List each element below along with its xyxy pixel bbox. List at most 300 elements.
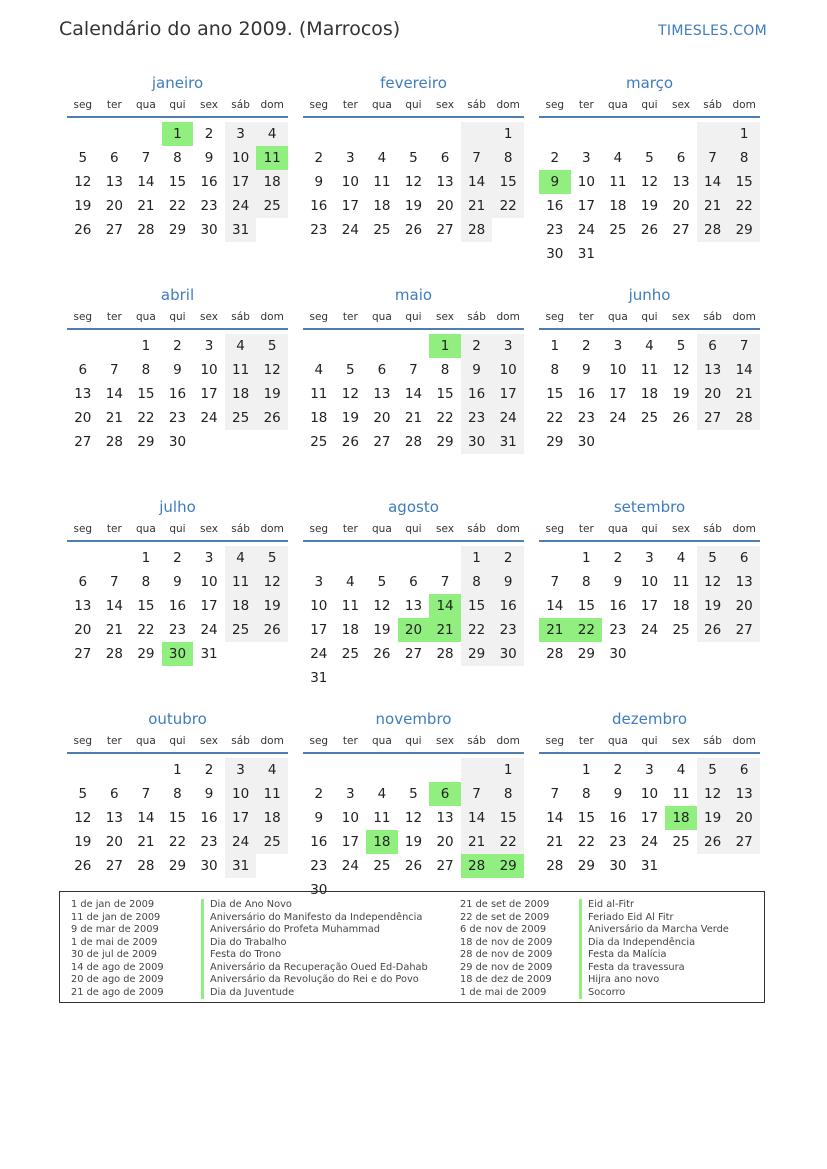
day-cell: 20 xyxy=(373,410,391,426)
weekday-label: qui xyxy=(405,735,422,747)
day-cell: 18 xyxy=(225,382,257,406)
weekday-header xyxy=(67,518,288,542)
empty-day-cell xyxy=(398,758,430,782)
day-cell: 30 xyxy=(609,646,627,662)
weekday-label: qua xyxy=(608,523,628,535)
day-cell: 7 xyxy=(461,782,493,806)
day-cell: 30 xyxy=(168,434,187,450)
weekday-label: sex xyxy=(672,735,691,747)
day-cell: 4 xyxy=(645,338,654,354)
day-cell: 7 xyxy=(550,786,560,802)
day-cell: 22 xyxy=(137,622,155,638)
day-cell: 16 xyxy=(168,386,187,402)
weekday-label: sex xyxy=(200,99,219,111)
day-cell: 8 xyxy=(173,786,182,802)
day-cell: 15 xyxy=(168,174,187,190)
days-grid xyxy=(539,758,760,878)
day-cell: 22 xyxy=(461,618,493,642)
day-cell: 16 xyxy=(492,594,524,618)
day-cell: 2 xyxy=(461,334,493,358)
weekday-label: qui xyxy=(641,735,658,747)
empty-day-cell xyxy=(99,334,131,358)
day-cell: 18 xyxy=(256,806,288,830)
day-cell: 3 xyxy=(492,334,524,358)
day-cell: 10 xyxy=(310,598,328,614)
month-junho xyxy=(539,282,760,494)
month-fevereiro xyxy=(303,70,524,282)
weekday-label: ter xyxy=(342,99,358,111)
day-cell: 29 xyxy=(577,646,595,662)
day-cell: 29 xyxy=(436,434,454,450)
day-cell: 4 xyxy=(256,758,288,782)
day-cell: 4 xyxy=(613,150,623,166)
day-cell: 19 xyxy=(672,386,690,402)
day-cell: 19 xyxy=(256,382,288,406)
day-cell: 27 xyxy=(728,618,760,642)
day-cell: 17 xyxy=(225,806,257,830)
day-cell: 14 xyxy=(728,358,760,382)
holiday-day-cell: 29 xyxy=(492,854,524,878)
day-cell: 31 xyxy=(577,246,595,262)
day-cell: 25 xyxy=(225,618,257,642)
day-cell: 23 xyxy=(609,834,627,850)
day-cell: 18 xyxy=(225,594,257,618)
day-cell: 26 xyxy=(74,858,92,874)
day-cell: 24 xyxy=(200,410,218,426)
day-cell: 3 xyxy=(582,150,591,166)
holiday-day-cell: 21 xyxy=(429,618,461,642)
day-cell: 12 xyxy=(697,782,729,806)
day-cell: 12 xyxy=(256,358,288,382)
day-cell: 16 xyxy=(546,198,564,214)
day-cell: 27 xyxy=(404,646,423,662)
weekday-label: ter xyxy=(106,735,122,747)
day-cell: 24 xyxy=(492,406,524,430)
day-cell: 6 xyxy=(377,362,387,378)
day-cell: 8 xyxy=(440,362,450,378)
legend-right-names xyxy=(579,899,729,999)
day-cell: 29 xyxy=(728,218,760,242)
legend-holiday-name: Dia de Ano Novo xyxy=(201,899,428,912)
legend-date: 21 de set de 2009 xyxy=(460,899,550,910)
day-cell: 13 xyxy=(436,174,454,190)
day-cell: 22 xyxy=(492,194,524,218)
month-name: novembro xyxy=(375,710,452,728)
day-cell: 7 xyxy=(697,146,729,170)
day-cell: 25 xyxy=(225,406,257,430)
empty-day-cell xyxy=(366,546,398,570)
day-cell: 21 xyxy=(461,830,493,854)
day-cell: 1 xyxy=(582,550,591,566)
day-cell: 9 xyxy=(314,174,324,190)
weekday-header xyxy=(67,730,288,754)
day-cell: 14 xyxy=(137,174,155,190)
day-cell: 5 xyxy=(256,546,288,570)
weekday-label: dom xyxy=(260,99,284,111)
day-cell: 13 xyxy=(404,598,423,614)
day-cell: 5 xyxy=(78,786,88,802)
days-grid xyxy=(303,334,524,454)
day-cell: 5 xyxy=(697,546,729,570)
day-cell: 20 xyxy=(436,198,454,214)
day-cell: 9 xyxy=(173,574,182,590)
day-cell: 1 xyxy=(141,338,151,354)
empty-day-cell xyxy=(303,122,335,146)
weekday-label: seg xyxy=(309,99,329,111)
day-cell: 3 xyxy=(645,762,654,778)
weekday-label: sex xyxy=(436,99,455,111)
legend-date: 28 de nov de 2009 xyxy=(460,949,553,960)
day-cell: 8 xyxy=(492,782,524,806)
day-cell: 16 xyxy=(200,810,218,826)
weekday-label: qua xyxy=(136,735,156,747)
day-cell: 15 xyxy=(436,386,454,402)
day-cell: 24 xyxy=(640,622,659,638)
day-cell: 16 xyxy=(168,598,187,614)
day-cell: 27 xyxy=(74,646,92,662)
month-março xyxy=(539,70,760,282)
weekday-label: qua xyxy=(372,311,392,323)
month-julho xyxy=(67,494,288,706)
day-cell: 16 xyxy=(200,174,218,190)
day-cell: 9 xyxy=(613,786,623,802)
day-cell: 27 xyxy=(373,434,391,450)
day-cell: 22 xyxy=(137,410,155,426)
day-cell: 11 xyxy=(225,570,257,594)
day-cell: 19 xyxy=(341,410,359,426)
day-cell: 3 xyxy=(204,550,214,566)
day-cell: 21 xyxy=(137,834,155,850)
day-cell: 3 xyxy=(613,338,623,354)
day-cell: 8 xyxy=(582,574,591,590)
day-cell: 2 xyxy=(173,550,182,566)
day-cell: 2 xyxy=(204,762,214,778)
day-cell: 1 xyxy=(582,762,591,778)
day-cell: 21 xyxy=(404,410,423,426)
weekday-label: qua xyxy=(136,99,156,111)
days-grid xyxy=(303,122,524,242)
weekday-label: dom xyxy=(732,311,756,323)
day-cell: 24 xyxy=(225,194,257,218)
day-cell: 27 xyxy=(672,222,690,238)
day-cell: 26 xyxy=(373,646,391,662)
weekday-label: qui xyxy=(169,99,186,111)
empty-day-cell xyxy=(335,334,367,358)
day-cell: 7 xyxy=(461,146,493,170)
day-cell: 27 xyxy=(436,222,454,238)
day-cell: 6 xyxy=(78,574,88,590)
day-cell: 3 xyxy=(645,550,654,566)
day-cell: 1 xyxy=(492,758,524,782)
day-cell: 5 xyxy=(676,338,686,354)
day-cell: 17 xyxy=(640,810,659,826)
day-cell: 19 xyxy=(256,594,288,618)
empty-day-cell xyxy=(429,546,461,570)
holiday-day-cell: 30 xyxy=(162,642,194,666)
day-cell: 10 xyxy=(609,362,627,378)
empty-day-cell xyxy=(571,122,603,146)
day-cell: 3 xyxy=(314,574,324,590)
day-cell: 24 xyxy=(200,622,218,638)
day-cell: 23 xyxy=(310,222,328,238)
month-name: outubro xyxy=(148,710,207,728)
day-cell: 8 xyxy=(461,570,493,594)
day-cell: 2 xyxy=(550,150,560,166)
day-cell: 15 xyxy=(137,386,155,402)
legend-holiday-name: Festa do Trono xyxy=(201,949,428,962)
day-cell: 6 xyxy=(697,334,729,358)
day-cell: 14 xyxy=(461,170,493,194)
weekday-label: sex xyxy=(200,735,219,747)
day-cell: 4 xyxy=(225,546,257,570)
weekday-header xyxy=(67,306,288,330)
day-cell: 31 xyxy=(200,646,218,662)
day-cell: 20 xyxy=(672,198,690,214)
day-cell: 17 xyxy=(640,598,659,614)
days-grid xyxy=(303,758,524,902)
weekday-label: dom xyxy=(732,523,756,535)
day-cell: 15 xyxy=(728,170,760,194)
day-cell: 28 xyxy=(137,222,155,238)
legend-date: 20 de ago de 2009 xyxy=(71,974,164,985)
empty-day-cell xyxy=(398,546,430,570)
holiday-day-cell: 22 xyxy=(571,618,603,642)
weekday-label: ter xyxy=(342,735,358,747)
legend-left-names xyxy=(201,899,428,999)
weekday-label: qui xyxy=(405,99,422,111)
day-cell: 31 xyxy=(225,218,257,242)
empty-day-cell xyxy=(398,334,430,358)
day-cell: 21 xyxy=(105,410,123,426)
legend-holiday-name: Hijra ano novo xyxy=(579,974,729,987)
empty-day-cell xyxy=(539,122,571,146)
day-cell: 23 xyxy=(200,198,218,214)
day-cell: 24 xyxy=(225,830,257,854)
day-cell: 25 xyxy=(256,830,288,854)
holiday-day-cell: 18 xyxy=(366,830,398,854)
weekday-label: sáb xyxy=(231,99,250,111)
day-cell: 25 xyxy=(341,646,359,662)
empty-day-cell xyxy=(99,758,131,782)
weekday-header xyxy=(539,730,760,754)
day-cell: 31 xyxy=(640,858,659,874)
day-cell: 10 xyxy=(341,810,359,826)
day-cell: 7 xyxy=(550,574,560,590)
day-cell: 8 xyxy=(173,150,182,166)
holiday-day-cell: 1 xyxy=(162,122,194,146)
empty-day-cell xyxy=(634,122,666,146)
day-cell: 12 xyxy=(74,810,92,826)
days-grid xyxy=(67,546,288,666)
day-cell: 3 xyxy=(204,338,214,354)
day-cell: 5 xyxy=(697,758,729,782)
day-cell: 4 xyxy=(225,334,257,358)
weekday-label: dom xyxy=(496,523,520,535)
day-cell: 2 xyxy=(613,550,623,566)
month-name: fevereiro xyxy=(380,74,447,92)
day-cell: 10 xyxy=(200,362,218,378)
day-cell: 12 xyxy=(341,386,359,402)
weekday-label: ter xyxy=(342,311,358,323)
day-cell: 23 xyxy=(168,622,187,638)
day-cell: 6 xyxy=(409,574,418,590)
day-cell: 22 xyxy=(728,194,760,218)
day-cell: 23 xyxy=(577,410,595,426)
legend-holiday-name: Feriado Eid Al Fitr xyxy=(579,912,729,925)
weekday-label: ter xyxy=(578,99,594,111)
legend-holiday-name: Socorro xyxy=(579,987,729,1000)
empty-day-cell xyxy=(366,122,398,146)
empty-day-cell xyxy=(67,758,99,782)
empty-day-cell xyxy=(665,122,697,146)
weekday-header xyxy=(539,518,760,542)
days-grid xyxy=(539,546,760,666)
day-cell: 1 xyxy=(461,546,493,570)
day-cell: 15 xyxy=(492,806,524,830)
weekday-label: seg xyxy=(545,99,565,111)
day-cell: 9 xyxy=(173,362,182,378)
weekday-label: sáb xyxy=(231,311,250,323)
holiday-day-cell: 14 xyxy=(429,594,461,618)
day-cell: 28 xyxy=(461,218,493,242)
month-maio xyxy=(303,282,524,494)
day-cell: 28 xyxy=(137,858,155,874)
empty-day-cell xyxy=(429,758,461,782)
empty-day-cell xyxy=(697,122,729,146)
day-cell: 13 xyxy=(728,570,760,594)
weekday-label: qua xyxy=(608,311,628,323)
weekday-label: seg xyxy=(73,735,93,747)
month-dezembro xyxy=(539,706,760,918)
month-name: janeiro xyxy=(151,74,204,92)
day-cell: 21 xyxy=(461,194,493,218)
day-cell: 22 xyxy=(436,410,454,426)
day-cell: 17 xyxy=(609,386,627,402)
holiday-day-cell: 11 xyxy=(256,146,288,170)
day-cell: 5 xyxy=(377,574,387,590)
legend-date: 18 de dez de 2009 xyxy=(460,974,552,985)
day-cell: 30 xyxy=(461,430,493,454)
day-cell: 17 xyxy=(492,382,524,406)
month-name: abril xyxy=(160,286,195,304)
legend-holiday-name: Aniversário da Recuperação Oued Ed-Dahab xyxy=(201,962,428,975)
day-cell: 22 xyxy=(577,834,595,850)
day-cell: 8 xyxy=(728,146,760,170)
day-cell: 20 xyxy=(74,410,92,426)
month-name: maio xyxy=(394,286,433,304)
day-cell: 24 xyxy=(609,410,627,426)
weekday-label: ter xyxy=(342,523,358,535)
holiday-day-cell: 21 xyxy=(539,618,571,642)
empty-day-cell xyxy=(99,122,131,146)
day-cell: 15 xyxy=(461,594,493,618)
day-cell: 1 xyxy=(141,550,151,566)
day-cell: 5 xyxy=(346,362,355,378)
days-grid xyxy=(67,122,288,242)
day-cell: 26 xyxy=(404,222,423,238)
legend-date: 21 de ago de 2009 xyxy=(71,986,164,998)
day-cell: 26 xyxy=(74,222,92,238)
empty-day-cell xyxy=(130,122,162,146)
day-cell: 26 xyxy=(341,434,359,450)
weekday-label: dom xyxy=(732,735,756,747)
day-cell: 7 xyxy=(110,362,119,378)
weekday-label: sáb xyxy=(703,311,722,323)
day-cell: 21 xyxy=(728,382,760,406)
day-cell: 4 xyxy=(377,150,387,166)
weekday-label: qui xyxy=(405,523,422,535)
holiday-legend xyxy=(59,891,765,1003)
weekday-label: ter xyxy=(578,735,594,747)
weekday-label: dom xyxy=(496,735,520,747)
day-cell: 9 xyxy=(314,810,324,826)
day-cell: 22 xyxy=(492,830,524,854)
day-cell: 14 xyxy=(404,386,423,402)
day-cell: 18 xyxy=(640,386,659,402)
weekday-label: qui xyxy=(169,311,186,323)
month-outubro xyxy=(67,706,288,918)
weekday-label: qui xyxy=(405,311,422,323)
days-grid xyxy=(67,334,288,454)
day-cell: 25 xyxy=(256,194,288,218)
site-link[interactable]: TIMESLES.COM xyxy=(658,23,767,39)
day-cell: 4 xyxy=(256,122,288,146)
day-cell: 13 xyxy=(436,810,454,826)
day-cell: 19 xyxy=(697,806,729,830)
weekday-label: sex xyxy=(436,735,455,747)
weekday-label: sex xyxy=(672,99,691,111)
day-cell: 23 xyxy=(609,622,627,638)
empty-day-cell xyxy=(303,334,335,358)
day-cell: 26 xyxy=(404,858,423,874)
day-cell: 26 xyxy=(697,618,729,642)
weekday-label: dom xyxy=(496,311,520,323)
weekday-header xyxy=(303,94,524,118)
weekday-label: dom xyxy=(496,99,520,111)
day-cell: 12 xyxy=(256,570,288,594)
day-cell: 11 xyxy=(373,174,391,190)
day-cell: 6 xyxy=(728,546,760,570)
day-cell: 18 xyxy=(609,198,627,214)
day-cell: 27 xyxy=(728,830,760,854)
weekday-label: seg xyxy=(73,523,93,535)
day-cell: 13 xyxy=(697,358,729,382)
day-cell: 26 xyxy=(697,830,729,854)
day-cell: 6 xyxy=(110,150,119,166)
day-cell: 13 xyxy=(105,174,123,190)
month-name: julho xyxy=(159,498,196,516)
day-cell: 12 xyxy=(672,362,690,378)
weekday-label: seg xyxy=(545,523,565,535)
legend-left-dates xyxy=(71,899,164,999)
day-cell: 25 xyxy=(373,858,391,874)
day-cell: 5 xyxy=(409,150,418,166)
legend-holiday-name: Aniversário do Profeta Muhammad xyxy=(201,924,428,937)
day-cell: 11 xyxy=(672,574,690,590)
day-cell: 26 xyxy=(672,410,690,426)
day-cell: 30 xyxy=(492,642,524,666)
weekday-label: sex xyxy=(672,523,691,535)
day-cell: 28 xyxy=(697,218,729,242)
day-cell: 10 xyxy=(225,146,257,170)
empty-day-cell xyxy=(335,758,367,782)
day-cell: 13 xyxy=(74,386,92,402)
months-grid xyxy=(67,70,761,918)
day-cell: 25 xyxy=(373,222,391,238)
month-name: dezembro xyxy=(612,710,687,728)
day-cell: 19 xyxy=(404,198,423,214)
day-cell: 19 xyxy=(404,834,423,850)
